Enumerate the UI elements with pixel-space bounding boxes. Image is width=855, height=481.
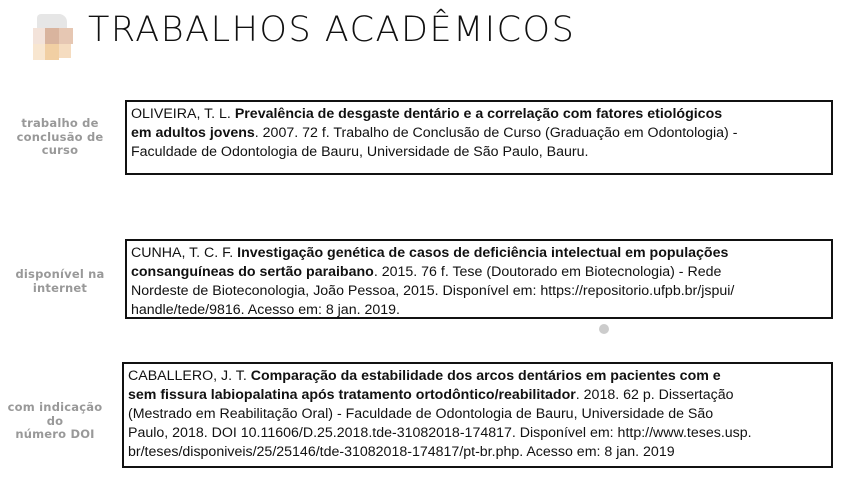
reference-text: CUNHA, T. C. F. <box>131 245 238 261</box>
label-line: trabalho de <box>21 116 99 130</box>
reference-line <box>131 124 827 143</box>
reference-text: br/teses/disponiveis/25/25146/tde-31082018-174817/pt-br.php. Acesso em: 8 jan. 2019 <box>128 444 675 460</box>
label-line: disponível na <box>15 267 105 281</box>
reference-line <box>131 143 827 162</box>
label-line: curso <box>41 143 79 157</box>
reference-text: CABALLERO, J. T. <box>128 368 251 384</box>
reference-text: handle/tede/9816. Acesso em: 8 jan. 2019. <box>131 302 400 318</box>
reference-text: Paulo, 2018. DOI 10.11606/D.25.2018.tde-31082018-174817. Disponível em: http://www.teses.usp. <box>128 425 752 441</box>
mouse-cursor-indicator <box>599 324 609 334</box>
reference-title-text: em adultos jovens <box>131 125 255 141</box>
reference-line <box>131 301 827 320</box>
reference-line <box>128 443 827 462</box>
label-line: com indicação do <box>7 400 103 428</box>
reference-type-label <box>0 401 110 442</box>
label-line: internet <box>32 280 88 295</box>
label-line: conclusão de <box>16 129 104 144</box>
reference-box <box>122 362 833 468</box>
reference-text: Nordeste de Bioteconologia, João Pessoa, 2015. Disponível em: https://repositorio.ufpb.br/jspui/ <box>131 283 735 299</box>
reference-line <box>128 367 827 386</box>
reference-title-text: Prevalência de desgaste dentário e a correlação com fatores etiológicos <box>234 106 723 122</box>
reference-title-text: Comparação da estabilidade dos arcos dentários em pacientes com e <box>250 368 721 384</box>
reference-title-text: consanguíneas do sertão paraibano <box>131 264 374 280</box>
reference-text: . 2018. 62 p. Dissertação <box>575 387 734 403</box>
logo <box>33 10 77 62</box>
reference-box <box>125 100 833 175</box>
reference-text: . 2007. 72 f. Trabalho de Conclusão de Curso (Graduação em Odontologia) - <box>254 125 738 141</box>
reference-line <box>131 282 827 301</box>
reference-line <box>131 244 827 263</box>
label-line: número DOI <box>15 427 95 441</box>
reference-text: (Mestrado em Reabilitação Oral) - Faculdade de Odontologia de Bauru, Universidade de São <box>128 406 714 422</box>
reference-title-text: sem fissura labiopalatina após tratamento ortodôntico/reabilitador <box>128 387 576 403</box>
reference-type-label <box>5 268 115 295</box>
reference-line <box>131 263 827 282</box>
reference-title-text: Investigação genética de casos de deficiência intelectual em populações <box>237 245 729 261</box>
reference-text: . 2015. 76 f. Tese (Doutorado em Biotecnologia) - Rede <box>373 264 722 280</box>
reference-line <box>128 405 827 424</box>
reference-box <box>125 239 833 319</box>
reference-type-label <box>5 117 115 158</box>
reference-line <box>128 386 827 405</box>
reference-line <box>128 424 827 443</box>
page-title: TRABALHOS ACADÊMICOS <box>88 10 576 50</box>
reference-text: Faculdade de Odontologia de Bauru, Universidade de São Paulo, Bauru. <box>131 144 589 160</box>
reference-line <box>131 105 827 124</box>
reference-text: OLIVEIRA, T. L. <box>131 106 235 122</box>
